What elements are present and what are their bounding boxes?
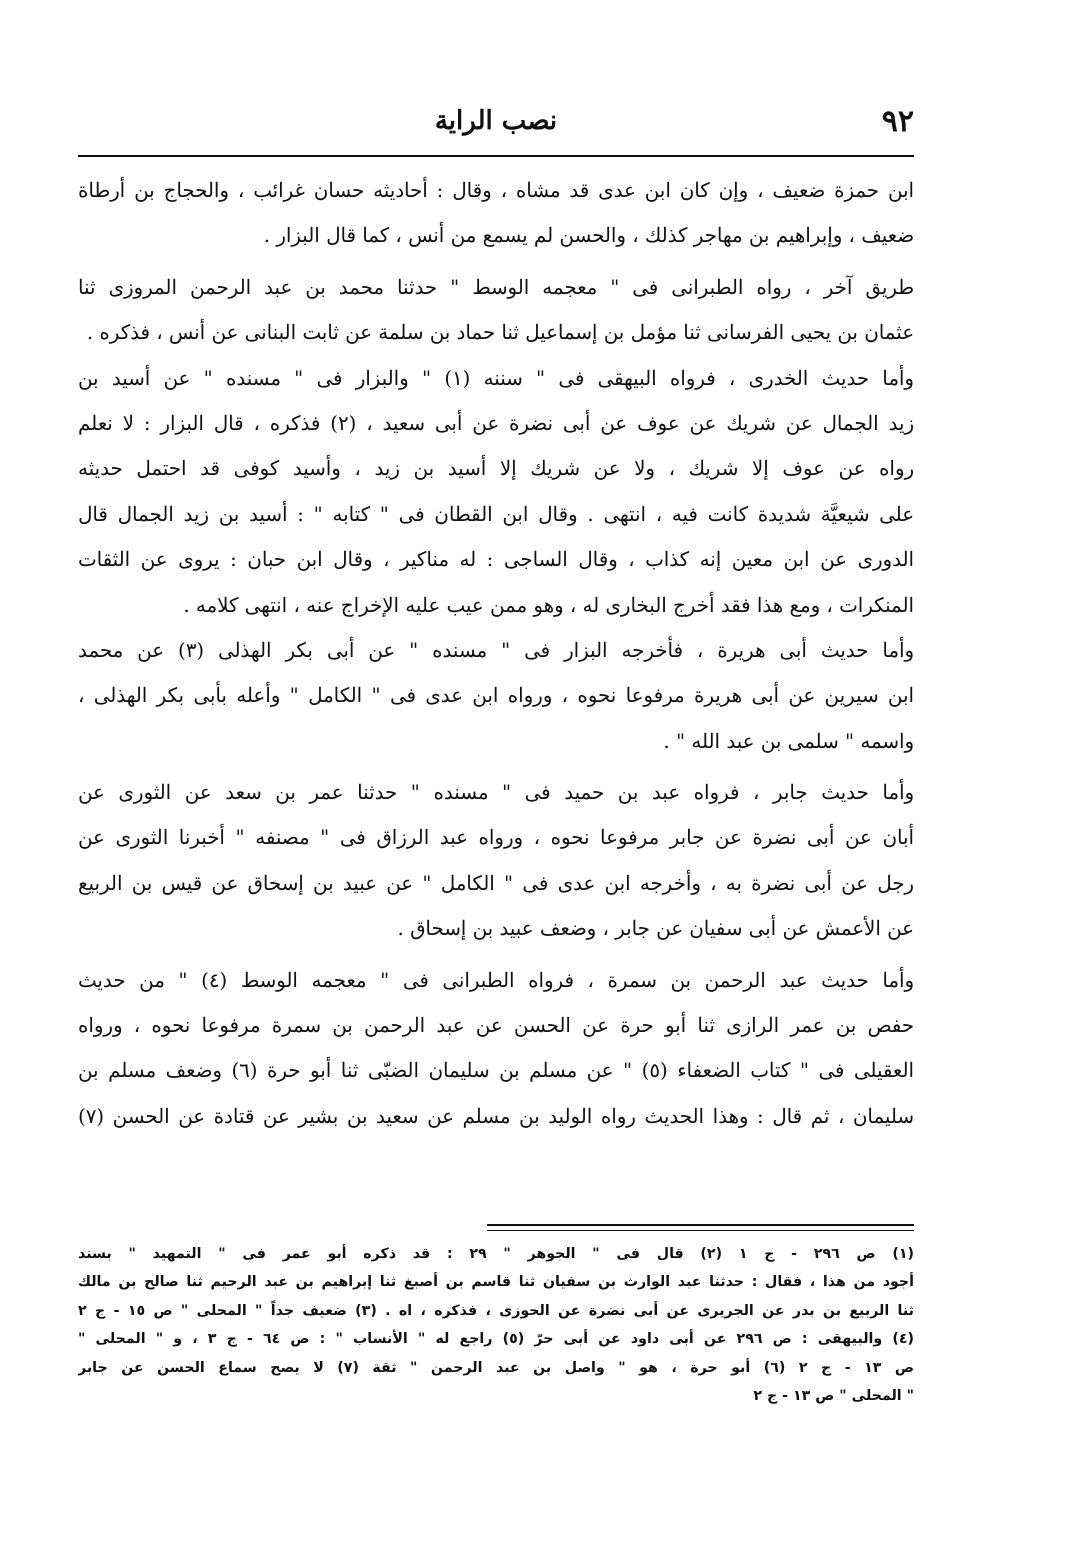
footnote-rule (487, 1230, 914, 1231)
text-line: عن الأعمش عن أبى سفيان عن جابر ، وضعف عبيد بن إسحاق . (397, 917, 914, 941)
footnotes (78, 1240, 914, 1410)
text-line: ابن سيرين عن أبى هريرة مرفوعا نحوه ، ورواه ابن عدى فى " الكامل " وأعله بأبى بكر الهذلى ، (78, 684, 914, 708)
text-line: وأما حديث عبد الرحمن بن سمرة ، فرواه الطبرانى فى " معجمه الوسط (٤) " من حديث (78, 968, 914, 992)
text-line: زيد الجمال عن شريك عن عوف عن أبى نضرة عن أبى سعيد ، (٢) فذكره ، قال البزار : لا نعلم (78, 411, 914, 435)
text-line: المنكرات ، ومع هذا فقد أخرج البخارى له ، وهو ممن عيب عليه الإخراج عنه ، انتهى كلامه . (183, 593, 914, 617)
text-line: واسمه " سلمى بن عبد الله " . (663, 729, 914, 753)
text-line: حفص بن عمر الرازى ثنا أبو حرة عن الحسن عن عبد الرحمن بن سمرة مرفوعا نحوه ، ورواه (78, 1014, 914, 1038)
text-line: على شيعيَّة شديدة كانت فيه ، انتهى . وقال ابن القطان فى " كتابه " : أسيد بن زيد الجمال قال (78, 502, 914, 526)
text-line: أبان عن أبى نضرة عن جابر مرفوعا نحوه ، ورواه عبد الرزاق فى " مصنفه " أخبرنا الثورى عن (78, 826, 914, 850)
text-line: ابن حمزة ضعيف ، وإن كان ابن عدى قد مشاه ، وقال : أحاديثه حسان غرائب ، والحجاج بن أرطاة (78, 179, 914, 202)
footnote-line: (٤) والبيهقى : ص ٢٩٦ عن أبى داود عن أبى حرّ (٥) راجع له " الأنساب " : ص ٦٤ - ج ٣ ، و " المحلى " (78, 1331, 914, 1348)
text-line: وأما حديث الخدرى ، فرواه البيهقى فى " سننه (١) " والبزار فى " مسنده " عن أسيد بن (78, 366, 914, 390)
text-line: الدورى عن ابن معين إنه كذاب ، وقال الساجى : له مناكير ، وقال ابن حبان : يروى عن الثقات (78, 548, 914, 572)
text-line: رواه عن عوف إلا شريك ، ولا عن شريك إلا أسيد بن زيد ، وأسيد كوفى قد احتمل حديثه (78, 457, 914, 481)
main-text (78, 168, 914, 1218)
text-line: ضعيف ، وإبراهيم بن مهاجر كذلك ، والحسن لم يسمع من أنس ، كما قال البزار . (263, 224, 914, 248)
footnote-line: (١) ص ٢٩٦ - ج ١ (٢) قال فى " الجوهر " ٢٩ : قد ذكره أبو عمر فى " التمهيد " بسند (78, 1246, 914, 1262)
footnote-line: ثنا الربيع بن بدر عن الجريرى عن أبى نضرة عن الحوزى ، فذكره ، اه . (٣) ضعيف جداً " المحلى " ص ١٥ - ج ٢ (78, 1302, 914, 1319)
page-header (78, 104, 914, 154)
text-line: سليمان ، ثم قال : وهذا الحديث رواه الوليد بن مسلم عن سعيد بن بشير عن قتادة عن الحسن (٧) (78, 1104, 914, 1128)
page-number: ٩٢ (881, 104, 914, 139)
text-line: وأما حديث جابر ، فرواه عبد بن حميد فى " مسنده " حدثنا عمر بن سعد عن الثورى عن (78, 781, 914, 805)
text-line: وأما حديث أبى هريرة ، فأخرجه البزار فى " مسنده " عن أبى بكر الهذلى (٣) عن محمد (78, 638, 914, 662)
header-rule (78, 155, 914, 157)
footnote-line: ص ١٣ - ج ٢ (٦) أبو حرة ، هو " واصل بن عبد الرحمن " ثقة (٧) لا يصح سماع الحسن عن جابر (78, 1359, 914, 1376)
footnote-rule (487, 1224, 914, 1226)
text-line: رجل عن أبى نضرة به ، وأخرجه ابن عدى فى " الكامل " عن عبيد بن إسحاق عن قيس بن الربيع (78, 871, 914, 895)
running-title: نصب الراية (434, 106, 558, 136)
text-line: عثمان بن يحيى الفرسانى ثنا مؤمل بن إسماعيل ثنا حماد بن سلمة عن ثابت البنانى عن أنس ، فذكره . (86, 321, 914, 345)
footnote-line: " المحلى " ص ١٣ - ج ٢ (753, 1387, 914, 1404)
text-line: طريق آخر ، رواه الطبرانى فى " معجمه الوسط " حدثنا محمد بن عبد الرحمن المروزى ثنا (78, 275, 914, 299)
text-line: العقيلى فى " كتاب الضعفاء (٥) " عن مسلم بن سليمان الضبّى ثنا أبو حرة (٦) وضعف مسلم بن (78, 1059, 914, 1083)
footnote-line: أجود من هذا ، فقال : حدثنا عبد الوارث بن سفيان ثنا قاسم بن أصبغ ثنا إبراهيم بن عبد الرحيم ثنا صالح بن مالك (78, 1274, 914, 1291)
